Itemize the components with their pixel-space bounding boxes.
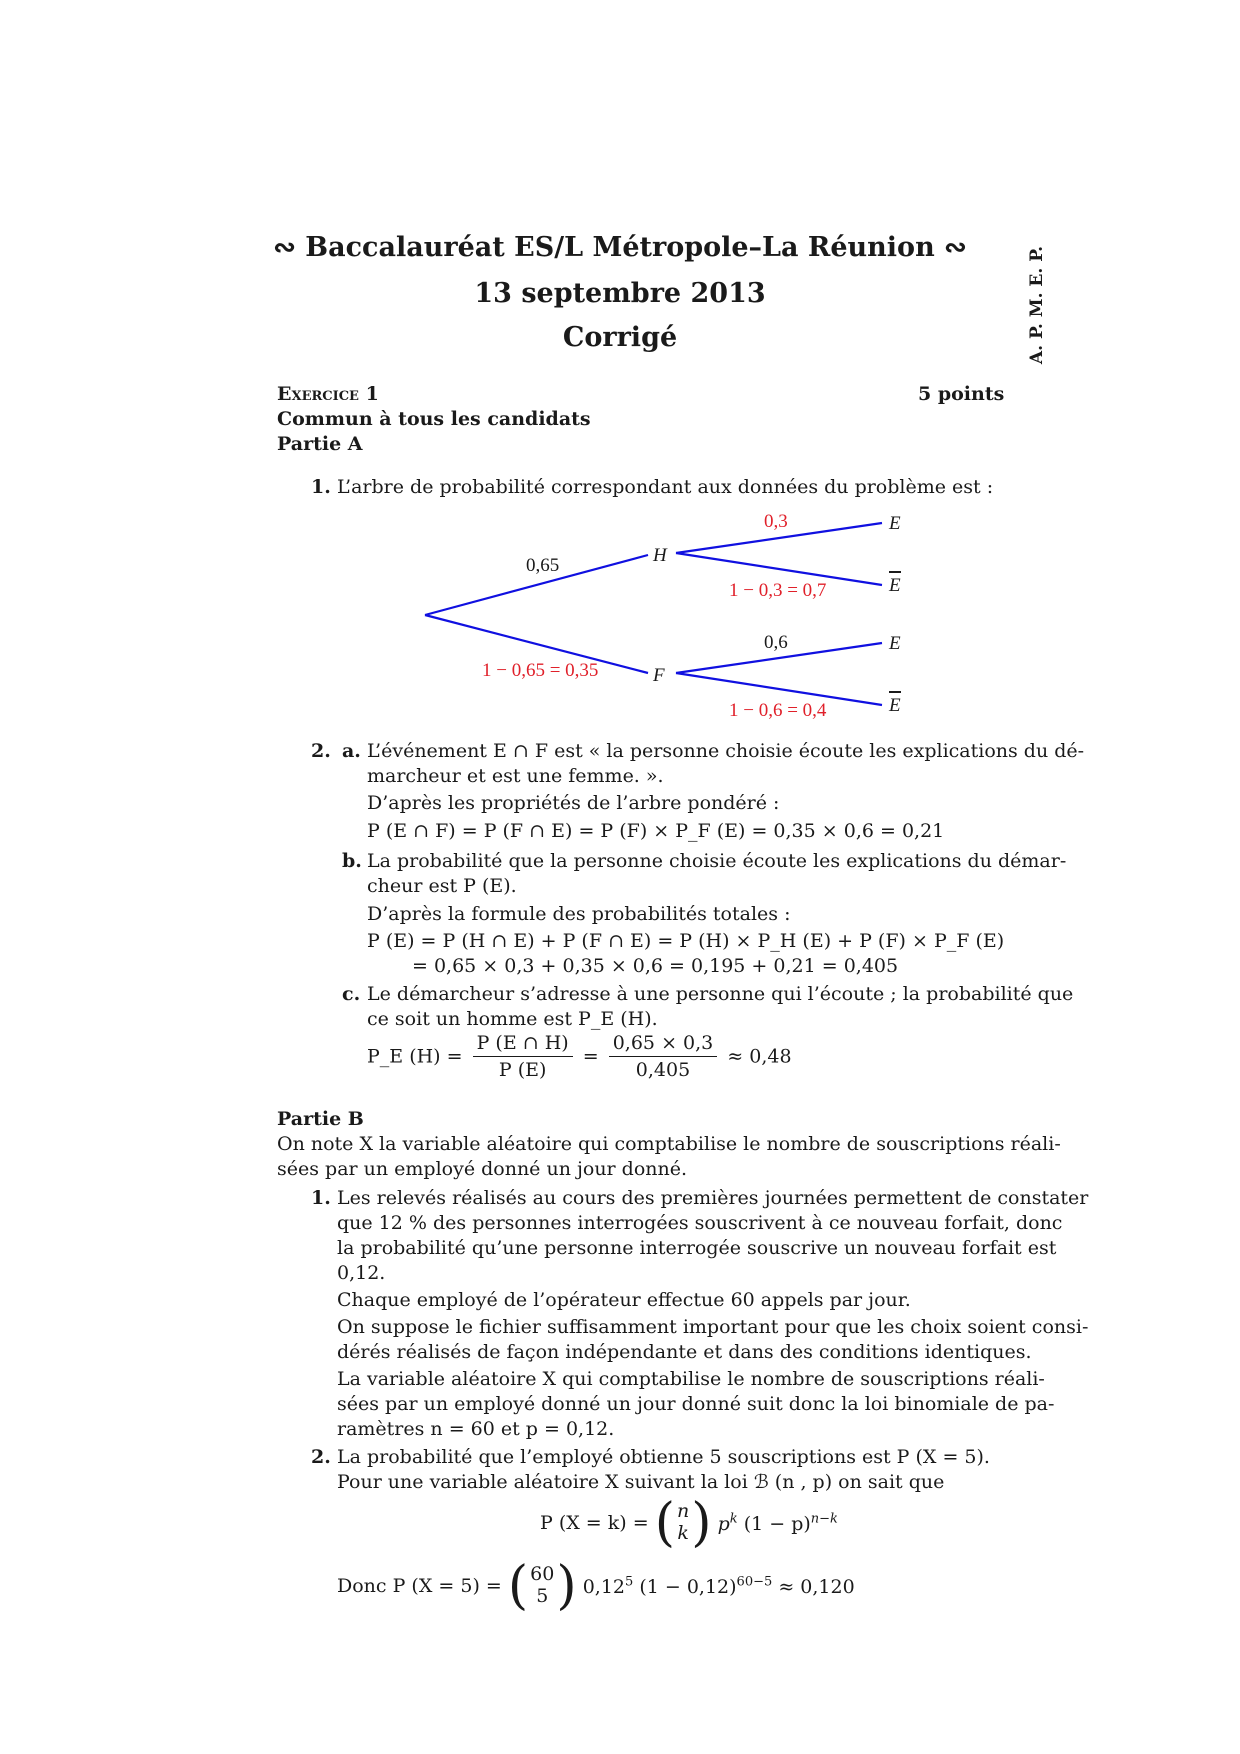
binomial-formula: P (X = k) = ( n k ) $p^k$ $(1 - p)^{n-k}$ bbox=[540, 1493, 838, 1553]
exercise-audience: Commun à tous les candidats bbox=[277, 408, 591, 430]
b-q2-line-1: La probabilité que l’employé obtienne 5 souscriptions est P (X = 5). bbox=[337, 1446, 990, 1468]
q2a-line-3: D’après les propriétés de l’arbre pondéré : bbox=[367, 792, 780, 814]
b-q1-line-8: sées par un employé donné un jour donné suit donc la loi binomiale de pa- bbox=[337, 1393, 1055, 1415]
q2b-line-5: = 0,65 × 0,3 + 0,35 × 0,6 = 0,195 + 0,21 = 0,405 bbox=[412, 955, 899, 977]
frac-num-2: 0,65 × 0,3 bbox=[609, 1032, 718, 1057]
side-label: A. P. M. E. P. bbox=[1027, 245, 1047, 365]
leaf-E-2: E bbox=[889, 633, 901, 654]
b-q2-line-2: Pour une variable aléatoire X suivant la loi ℬ (n , p) on sait que bbox=[337, 1471, 945, 1493]
donc-formula: Donc P (X = 5) = ( 60 5 ) 0,12$^5$ $(1 - 0,12)^{60-5} \approx 0,120$ bbox=[337, 1556, 855, 1616]
binom-coefficient: n k bbox=[677, 1500, 690, 1544]
prob-Ebar-given-F: 1 − 0,6 = 0,4 bbox=[729, 700, 827, 721]
b-q1-line-7: La variable aléatoire X qui comptabilise le nombre de souscriptions réali- bbox=[337, 1368, 1045, 1390]
q2a-label: a. bbox=[342, 740, 361, 762]
q1-text: L’arbre de probabilité correspondant aux données du problème est : bbox=[337, 476, 994, 498]
leaf-Ebar-1: E bbox=[889, 575, 901, 596]
b-q1-line-9: ramètres n = 60 et p = 0,12. bbox=[337, 1418, 615, 1440]
q1-number: 1. bbox=[311, 476, 331, 498]
binom-60-5: 60 5 bbox=[530, 1563, 555, 1607]
part-b-intro-1: On note X la variable aléatoire qui comptabilise le nombre de souscriptions réali- bbox=[277, 1133, 1061, 1155]
node-F: F bbox=[653, 665, 665, 686]
q2c-label: c. bbox=[342, 983, 361, 1005]
q2-number: 2. bbox=[311, 740, 331, 762]
part-b-intro-2: sées par un employé donné un jour donné. bbox=[277, 1158, 688, 1180]
frac-num-1: P (E ∩ H) bbox=[473, 1032, 573, 1057]
q2b-line-3: D’après la formule des probabilités totales : bbox=[367, 903, 791, 925]
b-q1-line-5: On suppose le fichier suffisamment important pour que les choix soient consi- bbox=[337, 1316, 1089, 1338]
q2a-line-4: P (E ∩ F) = P (F ∩ E) = P (F) × P_F (E) = 0,35 × 0,6 = 0,21 bbox=[367, 820, 945, 842]
b-q2-number: 2. bbox=[311, 1446, 331, 1468]
b-q1-number: 1. bbox=[311, 1187, 331, 1209]
prob-Ebar-given-H: 1 − 0,3 = 0,7 bbox=[729, 580, 827, 601]
frac-den-2: 0,405 bbox=[635, 1059, 691, 1081]
prob-F: 1 − 0,65 = 0,35 bbox=[482, 660, 599, 681]
leaf-E-1: E bbox=[889, 513, 901, 534]
exercise-points: 5 points bbox=[918, 383, 1005, 405]
q2a-line-2: marcheur et est une femme. ». bbox=[367, 765, 664, 787]
prob-E-given-F: 0,6 bbox=[764, 632, 788, 653]
part-a-heading: Partie A bbox=[277, 433, 363, 455]
node-H: H bbox=[653, 545, 667, 566]
b-q1-line-1: que 12 % des personnes interrogées souscrivent à ce nouveau forfait, donc bbox=[337, 1212, 1063, 1234]
q2c-line-2: ce soit un homme est P_E (H). bbox=[367, 1008, 658, 1030]
title-line-2: 13 septembre 2013 bbox=[474, 278, 766, 309]
b-q1-line-4: Chaque employé de l’opérateur effectue 60 appels par jour. bbox=[337, 1289, 911, 1311]
b-q1-line-2: la probabilité qu’une personne interrogée souscrive un nouveau forfait est bbox=[337, 1237, 1057, 1259]
title-line-3: Corrigé bbox=[562, 322, 678, 353]
q2c-line-1: Le démarcheur s’adresse à une personne qui l’écoute ; la probabilité que bbox=[367, 983, 1074, 1005]
prob-H: 0,65 bbox=[526, 555, 560, 576]
b-q1-line-3: 0,12. bbox=[337, 1262, 386, 1284]
q2b-label: b. bbox=[342, 850, 362, 872]
q2a-line-1: L’événement E ∩ F est « la personne choisie écoute les explications du dé- bbox=[367, 740, 1085, 762]
frac-den-1: P (E) bbox=[498, 1059, 547, 1081]
title-line-1: ∾ Baccalauréat ES/L Métropole–La Réunion ∾ bbox=[273, 232, 967, 263]
exercise-label: Exercice 1 bbox=[277, 383, 379, 405]
b-q1-line-6: dérés réalisés de façon indépendante et dans des conditions identiques. bbox=[337, 1341, 1032, 1363]
prob-E-given-H: 0,3 bbox=[764, 511, 788, 532]
b-q1-line-0: Les relevés réalisés au cours des premières journées permettent de constater bbox=[337, 1187, 1089, 1209]
q2c-formula: P_E (H) = $\frac{P (E \cap H)}{P (E)}$ = $\frac{0,65 \times 0,3}{0,405}$ ≈ 0,48 bbox=[367, 1032, 792, 1081]
q2b-line-1: La probabilité que la personne choisie écoute les explications du démar- bbox=[367, 850, 1067, 872]
part-b-heading: Partie B bbox=[277, 1108, 364, 1130]
leaf-Ebar-2: E bbox=[889, 695, 901, 716]
q2b-line-4: P (E) = P (H ∩ E) + P (F ∩ E) = P (H) × P_H (E) + P (F) × P_F (E) bbox=[367, 930, 1005, 952]
q2b-line-2: cheur est P (E). bbox=[367, 875, 517, 897]
probability-tree bbox=[0, 0, 1240, 760]
